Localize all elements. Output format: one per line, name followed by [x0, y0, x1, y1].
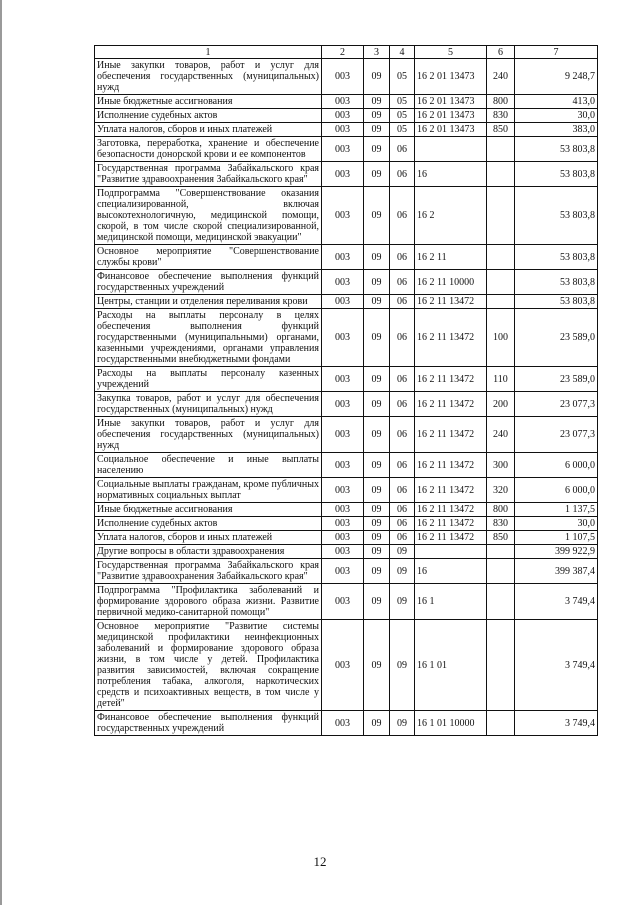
cell-ministry-code: 003 — [322, 620, 364, 711]
cell-target-article-code: 16 2 11 13472 — [415, 517, 487, 531]
cell-expense-type-code: 200 — [487, 392, 515, 417]
cell-amount: 6 000,0 — [515, 453, 598, 478]
column-number-6: 6 — [487, 46, 515, 59]
table-row — [95, 95, 598, 109]
cell-row-name: Центры, станции и отделения переливания крови — [95, 295, 322, 309]
table-row — [95, 295, 598, 309]
cell-target-article-code: 16 2 11 13472 — [415, 417, 487, 453]
cell-target-article-code: 16 2 11 13472 — [415, 295, 487, 309]
cell-row-name: Исполнение судебных актов — [95, 109, 322, 123]
cell-target-article-code: 16 2 11 13472 — [415, 392, 487, 417]
column-number-2: 2 — [322, 46, 364, 59]
cell-amount: 3 749,4 — [515, 584, 598, 620]
cell-ministry-code: 003 — [322, 453, 364, 478]
cell-expense-type-code: 830 — [487, 517, 515, 531]
page-number: 12 — [313, 854, 327, 869]
cell-ministry-code: 003 — [322, 559, 364, 584]
cell-ministry-code: 003 — [322, 270, 364, 295]
cell-row-name: Государственная программа Забайкальского края "Развитие здравоохранения Забайкальского края" — [95, 162, 322, 187]
cell-subsection-code: 06 — [390, 531, 415, 545]
table-header-row — [95, 46, 598, 59]
cell-section-code: 09 — [364, 187, 390, 245]
cell-row-name: Иные закупки товаров, работ и услуг для обеспечения государственных (муниципальных) нужд — [95, 59, 322, 95]
cell-target-article-code: 16 1 01 10000 — [415, 711, 487, 736]
cell-section-code: 09 — [364, 95, 390, 109]
cell-subsection-code: 06 — [390, 417, 415, 453]
cell-amount: 413,0 — [515, 95, 598, 109]
cell-section-code: 09 — [364, 711, 390, 736]
cell-expense-type-code: 800 — [487, 95, 515, 109]
cell-target-article-code: 16 1 — [415, 584, 487, 620]
cell-section-code: 09 — [364, 478, 390, 503]
cell-amount: 53 803,8 — [515, 162, 598, 187]
cell-subsection-code: 05 — [390, 123, 415, 137]
cell-amount: 23 589,0 — [515, 309, 598, 367]
cell-target-article-code: 16 2 11 13472 — [415, 531, 487, 545]
cell-ministry-code: 003 — [322, 137, 364, 162]
cell-ministry-code: 003 — [322, 531, 364, 545]
cell-expense-type-code: 830 — [487, 109, 515, 123]
cell-amount: 9 248,7 — [515, 59, 598, 95]
table-row — [95, 162, 598, 187]
table-row — [95, 503, 598, 517]
cell-target-article-code: 16 2 11 13472 — [415, 309, 487, 367]
cell-amount: 23 077,3 — [515, 392, 598, 417]
table-row — [95, 478, 598, 503]
cell-subsection-code: 06 — [390, 245, 415, 270]
cell-subsection-code: 06 — [390, 478, 415, 503]
table-row — [95, 123, 598, 137]
cell-subsection-code: 06 — [390, 137, 415, 162]
cell-row-name: Расходы на выплаты персоналу казенных учреждений — [95, 367, 322, 392]
cell-section-code: 09 — [364, 123, 390, 137]
cell-ministry-code: 003 — [322, 59, 364, 95]
cell-amount: 3 749,4 — [515, 620, 598, 711]
cell-subsection-code: 09 — [390, 545, 415, 559]
cell-expense-type-code — [487, 620, 515, 711]
table-row — [95, 137, 598, 162]
cell-subsection-code: 06 — [390, 309, 415, 367]
cell-expense-type-code — [487, 711, 515, 736]
cell-amount: 23 077,3 — [515, 417, 598, 453]
table-row — [95, 109, 598, 123]
table-row — [95, 453, 598, 478]
cell-expense-type-code: 800 — [487, 503, 515, 517]
cell-subsection-code: 06 — [390, 162, 415, 187]
cell-target-article-code: 16 2 11 13472 — [415, 367, 487, 392]
cell-section-code: 09 — [364, 162, 390, 187]
cell-expense-type-code — [487, 270, 515, 295]
cell-row-name: Финансовое обеспечение выполнения функций государственных учреждений — [95, 711, 322, 736]
cell-target-article-code — [415, 137, 487, 162]
cell-expense-type-code: 240 — [487, 417, 515, 453]
table-row — [95, 545, 598, 559]
column-number-3: 3 — [364, 46, 390, 59]
budget-table — [94, 45, 598, 736]
cell-ministry-code: 003 — [322, 517, 364, 531]
cell-subsection-code: 06 — [390, 392, 415, 417]
cell-expense-type-code — [487, 162, 515, 187]
column-number-1: 1 — [95, 46, 322, 59]
cell-section-code: 09 — [364, 367, 390, 392]
column-number-7: 7 — [515, 46, 598, 59]
cell-subsection-code: 09 — [390, 711, 415, 736]
cell-target-article-code: 16 2 11 13472 — [415, 503, 487, 517]
table-row — [95, 417, 598, 453]
cell-section-code: 09 — [364, 392, 390, 417]
cell-row-name: Финансовое обеспечение выполнения функций государственных учреждений — [95, 270, 322, 295]
cell-ministry-code: 003 — [322, 392, 364, 417]
cell-ministry-code: 003 — [322, 503, 364, 517]
cell-ministry-code: 003 — [322, 309, 364, 367]
cell-ministry-code: 003 — [322, 109, 364, 123]
cell-row-name: Исполнение судебных актов — [95, 517, 322, 531]
cell-ministry-code: 003 — [322, 95, 364, 109]
table-row — [95, 711, 598, 736]
cell-expense-type-code: 100 — [487, 309, 515, 367]
page-edge — [0, 0, 2, 905]
cell-expense-type-code: 300 — [487, 453, 515, 478]
cell-row-name: Подпрограмма "Совершенствование оказания специализированной, включая высокотехнологичную, медицинской помощи, скорой, в том числе скорой специализированной, медицинской помощи, медицинской эвакуации" — [95, 187, 322, 245]
cell-target-article-code: 16 2 11 — [415, 245, 487, 270]
cell-subsection-code: 06 — [390, 517, 415, 531]
cell-target-article-code: 16 — [415, 162, 487, 187]
cell-ministry-code: 003 — [322, 123, 364, 137]
cell-section-code: 09 — [364, 417, 390, 453]
cell-expense-type-code: 850 — [487, 531, 515, 545]
cell-row-name: Расходы на выплаты персоналу в целях обеспечения выполнения функций государственными (муниципальными) органами, казенными учреждениями, органами управления государственными внебюджетными фондами — [95, 309, 322, 367]
cell-amount: 399 387,4 — [515, 559, 598, 584]
cell-subsection-code: 06 — [390, 367, 415, 392]
cell-target-article-code: 16 2 01 13473 — [415, 59, 487, 95]
cell-amount: 23 589,0 — [515, 367, 598, 392]
cell-section-code: 09 — [364, 559, 390, 584]
cell-ministry-code: 003 — [322, 162, 364, 187]
cell-target-article-code: 16 2 11 10000 — [415, 270, 487, 295]
cell-ministry-code: 003 — [322, 245, 364, 270]
table-row — [95, 584, 598, 620]
cell-amount: 1 107,5 — [515, 531, 598, 545]
cell-target-article-code — [415, 545, 487, 559]
cell-expense-type-code — [487, 137, 515, 162]
cell-expense-type-code — [487, 187, 515, 245]
cell-section-code: 09 — [364, 531, 390, 545]
cell-section-code: 09 — [364, 270, 390, 295]
cell-row-name: Закупка товаров, работ и услуг для обеспечения государственных (муниципальных) нужд — [95, 392, 322, 417]
cell-target-article-code: 16 2 — [415, 187, 487, 245]
cell-subsection-code: 05 — [390, 95, 415, 109]
cell-row-name: Социальное обеспечение и иные выплаты населению — [95, 453, 322, 478]
table-row — [95, 245, 598, 270]
cell-row-name: Уплата налогов, сборов и иных платежей — [95, 123, 322, 137]
cell-amount: 53 803,8 — [515, 137, 598, 162]
table-row — [95, 559, 598, 584]
cell-section-code: 09 — [364, 59, 390, 95]
cell-section-code: 09 — [364, 295, 390, 309]
cell-amount: 30,0 — [515, 109, 598, 123]
cell-row-name: Иные бюджетные ассигнования — [95, 95, 322, 109]
cell-expense-type-code: 240 — [487, 59, 515, 95]
table-row — [95, 392, 598, 417]
cell-row-name: Иные закупки товаров, работ и услуг для обеспечения государственных (муниципальных) нужд — [95, 417, 322, 453]
cell-section-code: 09 — [364, 620, 390, 711]
cell-subsection-code: 05 — [390, 59, 415, 95]
cell-section-code: 09 — [364, 309, 390, 367]
cell-amount: 3 749,4 — [515, 711, 598, 736]
cell-ministry-code: 003 — [322, 367, 364, 392]
cell-subsection-code: 09 — [390, 584, 415, 620]
cell-section-code: 09 — [364, 545, 390, 559]
cell-row-name: Государственная программа Забайкальского края "Развитие здравоохранения Забайкальского края" — [95, 559, 322, 584]
cell-amount: 383,0 — [515, 123, 598, 137]
cell-ministry-code: 003 — [322, 711, 364, 736]
cell-section-code: 09 — [364, 584, 390, 620]
table-row — [95, 187, 598, 245]
cell-subsection-code: 06 — [390, 270, 415, 295]
cell-amount: 399 922,9 — [515, 545, 598, 559]
table-row — [95, 620, 598, 711]
cell-row-name: Основное мероприятие "Совершенствование службы крови" — [95, 245, 322, 270]
cell-subsection-code: 05 — [390, 109, 415, 123]
cell-target-article-code: 16 2 01 13473 — [415, 109, 487, 123]
cell-row-name: Основное мероприятие "Развитие системы медицинской профилактики неинфекционных заболеваний и формирование здорового образа жизни, в том числе у детей. Профилактика развития зависимостей, включая сокращение потребления табака, алкоголя, наркотических средств и психоактивных веществ, в том числе у детей" — [95, 620, 322, 711]
cell-expense-type-code — [487, 584, 515, 620]
cell-target-article-code: 16 2 01 13473 — [415, 123, 487, 137]
table-row — [95, 59, 598, 95]
cell-expense-type-code — [487, 245, 515, 270]
cell-target-article-code: 16 2 01 13473 — [415, 95, 487, 109]
cell-expense-type-code — [487, 545, 515, 559]
cell-amount: 53 803,8 — [515, 270, 598, 295]
table-row — [95, 367, 598, 392]
cell-section-code: 09 — [364, 453, 390, 478]
cell-expense-type-code — [487, 295, 515, 309]
cell-subsection-code: 06 — [390, 503, 415, 517]
cell-row-name: Уплата налогов, сборов и иных платежей — [95, 531, 322, 545]
cell-subsection-code: 09 — [390, 559, 415, 584]
table-row — [95, 531, 598, 545]
cell-ministry-code: 003 — [322, 478, 364, 503]
cell-target-article-code: 16 2 11 13472 — [415, 453, 487, 478]
cell-row-name: Иные бюджетные ассигнования — [95, 503, 322, 517]
cell-expense-type-code: 110 — [487, 367, 515, 392]
table-row — [95, 309, 598, 367]
cell-ministry-code: 003 — [322, 545, 364, 559]
cell-amount: 53 803,8 — [515, 295, 598, 309]
cell-expense-type-code: 320 — [487, 478, 515, 503]
cell-amount: 30,0 — [515, 517, 598, 531]
column-number-5: 5 — [415, 46, 487, 59]
cell-section-code: 09 — [364, 517, 390, 531]
cell-target-article-code: 16 — [415, 559, 487, 584]
cell-subsection-code: 09 — [390, 620, 415, 711]
cell-ministry-code: 003 — [322, 417, 364, 453]
cell-amount: 1 137,5 — [515, 503, 598, 517]
column-number-4: 4 — [390, 46, 415, 59]
cell-section-code: 09 — [364, 245, 390, 270]
cell-row-name: Заготовка, переработка, хранение и обеспечение безопасности донорской крови и ее компонентов — [95, 137, 322, 162]
cell-target-article-code: 16 1 01 — [415, 620, 487, 711]
cell-row-name: Социальные выплаты гражданам, кроме публичных нормативных социальных выплат — [95, 478, 322, 503]
cell-subsection-code: 06 — [390, 295, 415, 309]
cell-section-code: 09 — [364, 503, 390, 517]
cell-ministry-code: 003 — [322, 187, 364, 245]
cell-amount: 53 803,8 — [515, 245, 598, 270]
cell-subsection-code: 06 — [390, 187, 415, 245]
cell-amount: 53 803,8 — [515, 187, 598, 245]
cell-ministry-code: 003 — [322, 584, 364, 620]
cell-target-article-code: 16 2 11 13472 — [415, 478, 487, 503]
cell-row-name: Другие вопросы в области здравоохранения — [95, 545, 322, 559]
cell-subsection-code: 06 — [390, 453, 415, 478]
cell-amount: 6 000,0 — [515, 478, 598, 503]
cell-expense-type-code — [487, 559, 515, 584]
cell-section-code: 09 — [364, 137, 390, 162]
cell-row-name: Подпрограмма "Профилактика заболеваний и формирование здорового образа жизни. Развитие первичной медико-санитарной помощи" — [95, 584, 322, 620]
cell-section-code: 09 — [364, 109, 390, 123]
cell-ministry-code: 003 — [322, 295, 364, 309]
table-row — [95, 517, 598, 531]
cell-expense-type-code: 850 — [487, 123, 515, 137]
table-row — [95, 270, 598, 295]
